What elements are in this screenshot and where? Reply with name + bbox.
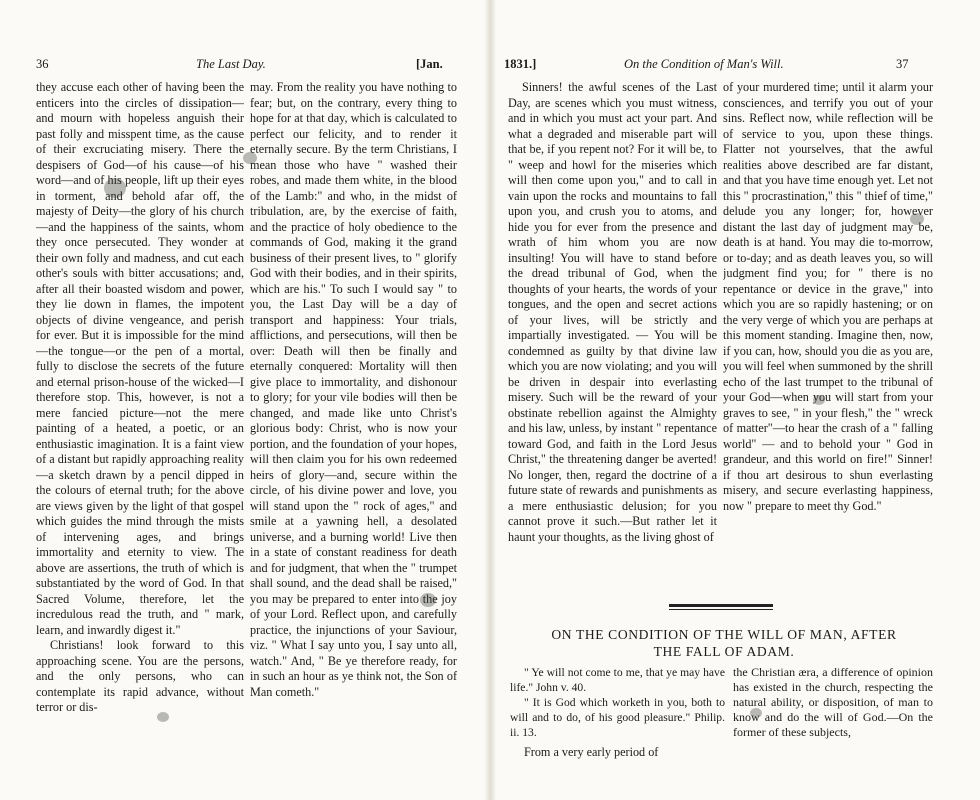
section-rule — [669, 604, 773, 607]
running-date-right: 1831.] — [504, 57, 537, 71]
running-title-right: On the Condition of Man's Will. — [624, 57, 784, 71]
ink-stain — [157, 712, 169, 722]
left-column-1 — [36, 80, 244, 795]
paragraph: Christians! look forward to this approaching scene. You are the persons, and the only persons, who can contemplate its rapid advance, without terror or dis- — [36, 638, 244, 714]
article-column-2 — [733, 665, 933, 797]
left-column-2 — [250, 80, 457, 795]
ink-stain — [910, 213, 924, 225]
article-title — [512, 626, 936, 660]
left-page — [0, 0, 488, 800]
paragraph: they accuse each other of having been the enticers into the circles of dissipation—and mourn with hopeless anguish their past folly and misspent time, as the cause of their excruciating misery. There the despisers of God—of his cause—of his word—and of his people, lift up their eyes in torment, and behold afar off, the majesty of Deity—the glory of his church—and the happiness of the saints, whom they once persecuted. They wonder at their own folly and madness, and cut each other's souls with bitter accusations; and, after all their boasted wisdom and power, they lie down in flames, the impotent objects of divine vengeance, and perish for ever. But it is impossible for the mind—the tongue—or the pen of a mortal, fully to disclose the secrets of the future and eternal prison-house of the wicked—I therefore stop. This, however, is not a mere fancied picture—not the mere painting of a heated, a poetic, or an enthusiastic imagination. It is a faint view of a distant but rapidly approaching reality—a sketch drawn by a pencil dipped in the colours of eternal truth; for the above are views given by the light of that gospel which guides the mind through the mists of intervening ages, and brings immortality and eternity to view. The above are assertions, the truth of which is substantiated by the word of God. In that Sacred Volume, therefore, let the incredulous read the truth, and " mark, learn, and inwardly digest it." — [36, 80, 244, 637]
running-title-left: The Last Day. — [196, 57, 266, 71]
right-page — [492, 0, 980, 800]
epigraph: " It is God which worketh in you, both to will and to do, of his good pleasure." Philip. ii. 13. — [510, 696, 725, 739]
section-rule-thin — [669, 609, 773, 610]
right-column-1 — [508, 80, 717, 580]
ink-stain — [813, 395, 825, 405]
ink-stain — [750, 708, 762, 718]
ink-stain — [243, 152, 257, 164]
article-title-line-1: ON THE CONDITION OF THE WILL OF MAN, AFTER — [551, 627, 897, 642]
paragraph: Sinners! the awful scenes of the Last Day, are scenes which you must witness, and in which you must act your part. And what a degraded and miserable part will that be, if you repent not? For it will be, to " weep and howl for the miseries which will then come upon you," and to call in vain upon the rocks and mountains to fall upon you, and crush you to atoms, and hide you for ever from the presence and wrath of him whom you are now insulting! You will have to stand before the dread tribunal of God, when the thoughts of your hearts, the words of your tongues, and the open and secret actions of your lives, will be strictly and impartially investigated. — You will be condemned as guilty by that divine law which you are now violating; and you will be driven in despair into everlasting misery. Such will be the reward of your obstinate rebellion against the Almighty and his law, unless, by instant " repentance toward God, and faith in the Lord Jesus Christ," the threatening danger be averted! No longer, then, regard the doctrine of a future state of rewards and punishments as a mere enthusiastic delusion; for you cannot prove it such.—But rather let it haunt your thoughts, as the living ghost of — [508, 80, 717, 544]
ink-stain — [420, 593, 436, 607]
paragraph-start: From a very early period of — [524, 745, 659, 759]
running-date-left: [Jan. — [416, 57, 443, 71]
epigraph: " Ye will not come to me, that ye may have life." John v. 40. — [510, 666, 725, 694]
paragraph: the Christian æra, a difference of opinion has existed in the church, respecting the natural ability, or disposition, of man to know and do the will of God.—On the former of these subjects, — [733, 665, 933, 739]
paragraph: may. From the reality you have nothing to fear; but, on the contrary, every thing to hope for at that day, which is calculated to perfect our felicity, and to render it eternally secure. By the term Christians, I mean those who have " washed their robes, and made them white, in the blood of the Lamb:" and who, in the midst of tribulation, are, by the exercise of faith, and the practice of holy obedience to the commands of God, making it the grand business of their present lives, to " glorify God with their bodies, and in their spirits, which are his." To such I would say " to you, the Last Day will be a day of transport and happiness: Your trials, afflictions, and persecutions, will then be over: Death will then be finally and eternally conquered: Mortality will then give place to immortality, and dishonour to glory; for your vile bodies will then be changed, and made like unto Christ's glorious body: Christ, who is now your portion, and the foundation of your hopes, will then claim you for his own redeemed heirs of glory—and, secure within the circle, of his divine power and love, you will stand upon the " rock of ages," and smile at a yawning hell, a desolated universe, and a burning world! Live then in a state of constant readiness for death and for judgment, that when the " trumpet shall sound, and the dead shall be raised," you may be prepared to enter into the joy of your Lord. Reflect upon, and carefully practice, the injunctions of your Saviour, viz. " What I say unto you, I say unto all, watch." And, " Be ye therefore ready, for in such an hour as ye think not, the Son of Man cometh." — [250, 80, 457, 699]
article-title-line-2: THE FALL OF ADAM. — [653, 644, 795, 659]
epigraph-column — [510, 665, 725, 797]
paragraph: of your murdered time; until it alarm your consciences, and terrify you out of your sins. Reflect now, while reflection will be of service to you, upon these things. Flatter not yourselves, that the awful realities above described are far distant, and that you have time enough yet. Let not this " procrastination," this " thief of time," delude you any longer; for, however distant the last day of judgment may be, death is at hand. You may die to-morrow, or to-day; and as death leaves you, so will judgment find you; for " there is no repentance or device in the grave," into which you are so rapidly hastening; or on the very verge of which you are perhaps at this moment standing. Imagine then, now, if you can, how, should you die as you are, you will feel when summoned by the shrill echo of the last trumpet to the tribunal of your God—when you will start from your graves to see, " in your flesh," the " wreck of matter"—to hear the crash of a " falling world" — and to behold your " God in grandeur, and this world on fire!" Sinner! if thou art desirous to shun everlasting misery, and secure everlasting happiness, now " prepare to meet thy God." — [723, 80, 933, 513]
right-column-2 — [723, 80, 933, 580]
ink-stain — [104, 178, 126, 198]
page-number-right: 37 — [896, 57, 909, 71]
page-number-left: 36 — [36, 57, 49, 71]
